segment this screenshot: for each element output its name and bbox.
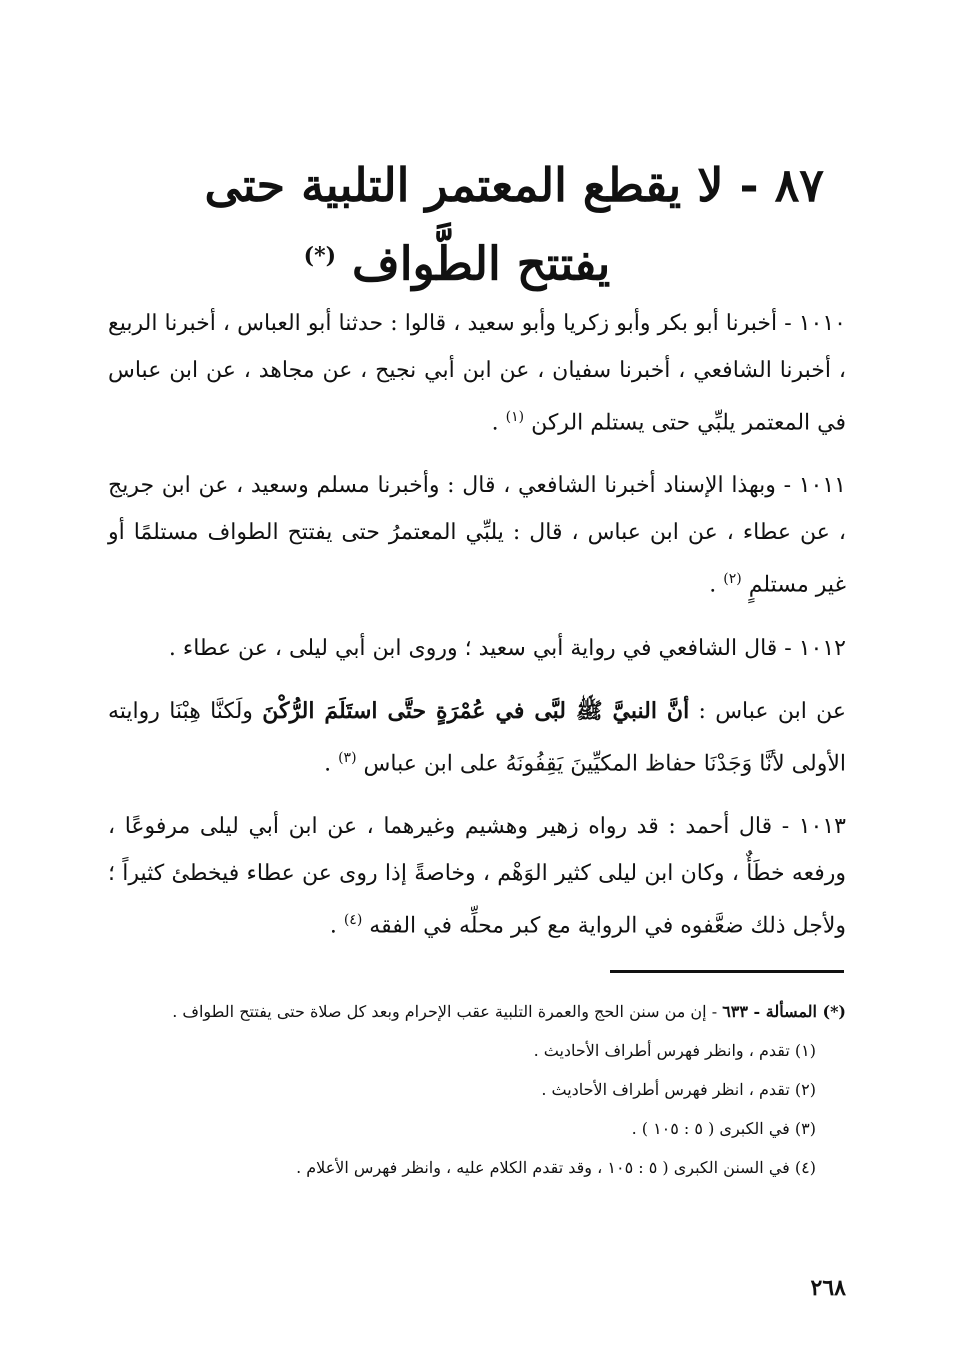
hadith-quote: أنَّ النبيَّ ﷺ لبَّى في عُمْرَةٍ حتَّى استَلَمَ الرُّكْنَ — [262, 697, 690, 724]
paragraph-1010 — [108, 300, 846, 446]
title-line-1: ٨٧ - لا يقطع المعتمر التلبية حتى — [204, 158, 824, 212]
title-line-2-text: يفتتح الطَّواف — [352, 236, 611, 291]
paragraph-text: ١٠١١ - وبهذا الإسناد أخبرنا الشافعي ، قال : وأخبرنا مسلم وسعيد ، عن ابن جريج ، عن عطاء ، عن ابن عباس ، قال : يلبِّي المعتمرُ حتى يفتتح الطواف مستلمًا أو غير مستلمٍ — [108, 473, 846, 598]
paragraph-1012 — [108, 625, 846, 672]
paragraph-1013 — [108, 803, 846, 949]
paragraph-1011 — [108, 462, 846, 608]
quote-continuation: ولَكنَّا هِبْنَا روايته الأولى لأنَّا وَجَدْنَا حفاظ المكيِّينَ يَقِفُونَهُ على ابن عباس — [108, 698, 846, 776]
footnote-2: (٢) تقدم ، انظر فهرس أطراف الأحاديث . — [541, 1080, 816, 1099]
title-line-2 — [100, 220, 854, 299]
paragraph-text: ١٠١٠ - أخبرنا أبو بكر وأبو زكريا وأبو سعيد ، قالوا : حدثنا أبو العباس ، أخبرنا الربيع ، أخبرنا الشافعي ، أخبرنا سفيان ، عن ابن أبي نجيح ، عن مجاهد ، عن ابن عباس في المعتمر يلبِّي حتى يستلم الركن — [108, 311, 846, 436]
footnote-ref: (٣) — [338, 749, 357, 766]
footnote-3: (٣) في الكبرى ( ٥ : ١٠٥ ) . — [631, 1119, 816, 1138]
footnote-main — [108, 995, 846, 1029]
footnote-1: (١) تقدم ، وانظر فهرس أطراف الأحاديث . — [533, 1041, 816, 1060]
paragraph-end: . — [709, 572, 717, 598]
main-text — [108, 300, 846, 965]
paragraph-text: ١٠١٢ - قال الشافعي في رواية أبي سعيد ؛ وروى ابن أبي ليلى ، عن عطاء . — [168, 635, 846, 661]
paragraph-end: . — [324, 750, 332, 776]
footnote-ref: (١) — [505, 409, 525, 425]
quoted-hadith-paragraph — [108, 688, 846, 787]
paragraph-text: ١٠١٣ - قال أحمد : قد رواه زهير وهشيم وغيرهما ، عن ابن أبي ليلى مرفوعًا ، ورفعه خطَأٌ ، وكان ابن ليلى كثير الوَهْم ، وخاصةً إذا روى عن عطاء فيخطئ كثيراً ؛ ولأجل ذلك ضعَّفوه في الرواية مع كبر محلِّه في الفقه — [108, 813, 846, 939]
footnote-ref: (٢) — [723, 571, 742, 588]
footnote-main-head: (*) المسألة - ٦٣٣ — [722, 1002, 846, 1021]
footnotes — [108, 995, 846, 1193]
chapter-title — [100, 150, 854, 299]
footnote-divider — [610, 970, 844, 973]
page-number: ٢٦٨ — [810, 1275, 846, 1301]
footnote-4: (٤) في السنن الكبرى ( ٥ : ١٠٥ ، وقد تقدم الكلام عليه ، وانظر فهرس الأعلام . — [296, 1158, 816, 1177]
title-footnote-mark: (*) — [303, 243, 336, 269]
footnote-main-text: - إن من سنن الحج والعمرة التلبية عقب الإحرام وبعد كل صلاة حتى يفتتح الطواف . — [172, 1002, 723, 1021]
paragraph-end: . — [491, 410, 499, 436]
footnote-ref: (٤) — [343, 911, 363, 928]
quote-intro: عن ابن عباس : — [689, 698, 846, 724]
paragraph-end: . — [329, 913, 337, 939]
